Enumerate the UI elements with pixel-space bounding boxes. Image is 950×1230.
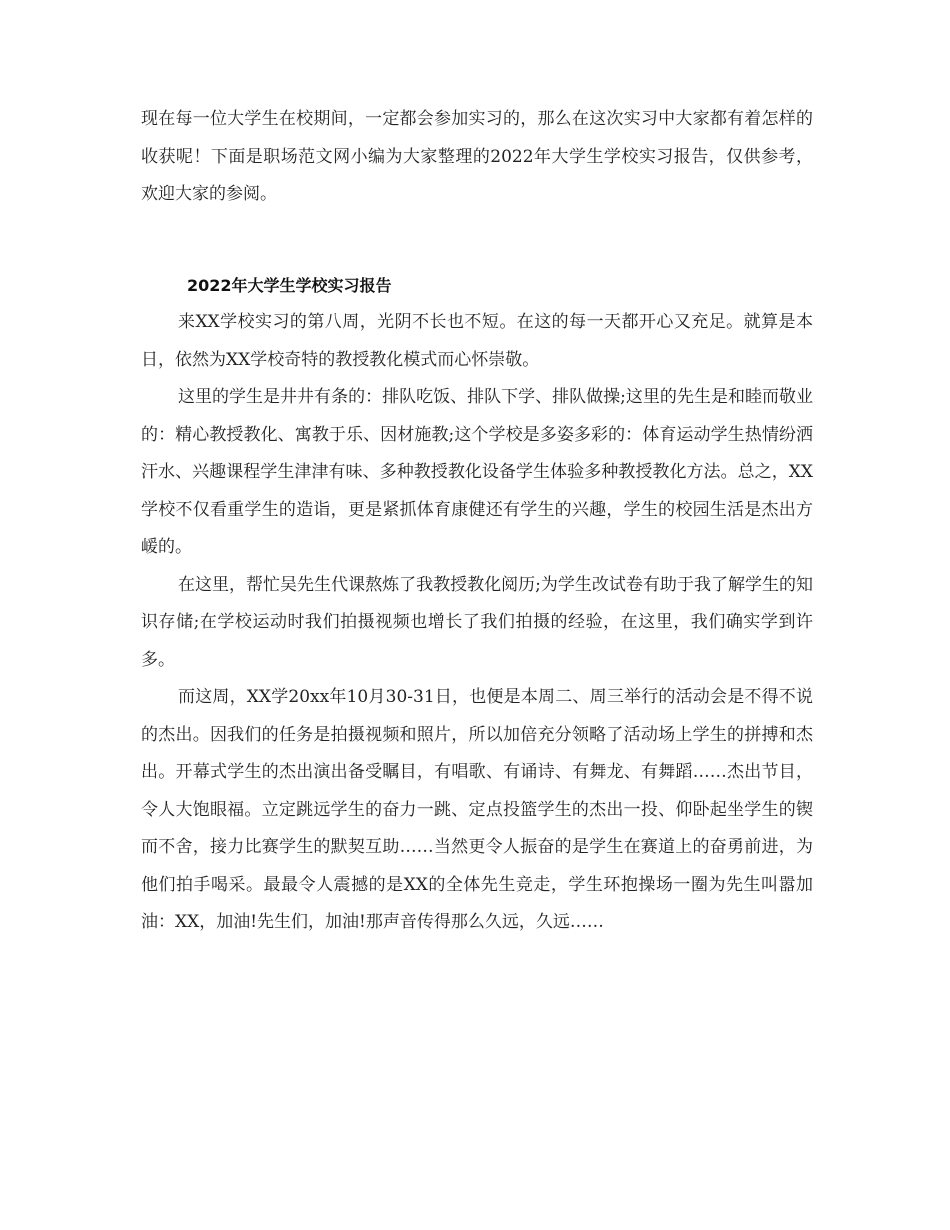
body-paragraph-2: 这里的学生是井井有条的：排队吃饭、排队下学、排队做操;这里的先生是和睦而敬业的：精心教授教化、寓教于乐、因材施教;这个学校是多姿多彩的：体育运动学生热情纷洒汗水、兴趣课程学生津津有味、多种教授教化设备学生体验多种教授教化方法。总之，XX学校不仅看重学生的造诣，更是紧抓体育康健还有学生的兴趣，学生的校园生活是杰出方嵈的。 — [141, 387, 813, 557]
intro-paragraph: 现在每一位大学生在校期间，一定都会参加实习的，那么在这次实习中大家都有着怎样的收获呢！下面是职场范文网小编为大家整理的2022年大学生学校实习报告，仅供参考，欢迎大家的参阅。 — [141, 109, 813, 204]
body-paragraph-3: 在这里，帮忙吴先生代课熬炼了我教授教化阅历;为学生改试卷有助于我了解学生的知识存储;在学校运动时我们拍摄视频也增长了我们拍摄的经验，在这里，我们确实学到许多。 — [141, 574, 813, 670]
document-body — [141, 101, 813, 942]
body-paragraph-4: 而这周，XX学20xx年10月30-31日，也便是本周二、周三举行的活动会是不得不说的杰出。因我们的任务是拍摄视频和照片，所以加倍充分领略了活动场上学生的拼搏和杰出。开幕式学生的杰出演出备受瞩目，有唱歌、有诵诗、有舞龙、有舞蹈……杰出节目，令人大饱眼福。立定跳远学生的奋力一跳、定点投篮学生的杰出一投、仰卧起坐学生的锲而不舍，接力比赛学生的默契互助……当然更令人振奋的是学生在赛道上的奋勇前进，为他们拍手喝采。最最令人震撼的是XX的全体先生竞走，学生环抱操场一圈为先生叫嚣加油：XX，加油!先生们，加油!那声音传得那么久远，久远…… — [141, 687, 813, 932]
report-title: 2022年大学生学校实习报告 — [187, 275, 392, 295]
body-paragraph-1: 来XX学校实习的第八周，光阴不长也不短。在这的每一天都开心又充足。就算是本日，依然为XX学校奇特的教授教化模式而心怀崇敬。 — [141, 312, 813, 370]
